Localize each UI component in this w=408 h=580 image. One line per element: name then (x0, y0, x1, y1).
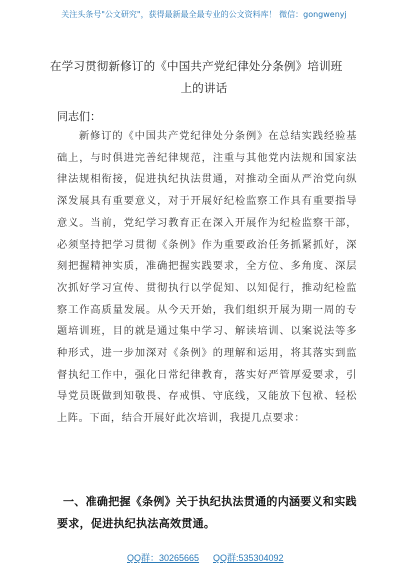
footer-qq-group-2[interactable]: QQ群:535304092 (213, 553, 284, 563)
footer-qq-group-1[interactable]: QQ群：30265665 (127, 553, 200, 563)
body-paragraph: 新修订的《中国共产党纪律处分条例》在总结实践经验基础上，与时俱进完善纪律规范，注重与其他党内法规和国家法律法规相衔接，促进执纪执法贯通，对推动全面从严治党向纵深发展具有重要意义，对于开展好纪检监察工作具有重要指导意义。当前，党纪学习教育正在深入开展作为纪检监察干部，必须坚持把学习贯彻《条例》作为重要政治任务抓紧抓好，深刻把握精神实质，准确把握实践要求，全方位、多角度、深层次抓好学习宣传、贯彻执行以学促知、以知促行，推动纪检监察工作高质量发展。从今天开始，我们组织开展为期一周的专题培训班，目的就是通过集中学习、解读培训、以案说法等多种形式，进一步加深对《条例》的理解和运用，将其落实到监督执纪工作中，强化日常纪律教育，落实好严管厚爱要求，引导党员既做到知敬畏、存戒惧、守底线，又能放下包袱、轻松上阵。下面，结合开展好此次培训，我提几点要求： (57, 131, 357, 425)
section-heading-1: 一、准确把握《条例》关于执纪执法贯通的内涵要义和实践要求，促进执纪执法高效贯通。 (57, 495, 357, 530)
salutation: 同志们： (57, 110, 101, 123)
document-title-line-2: 上的讲话 (180, 81, 228, 95)
document-title-line-1: 在学习贯彻新修订的《中国共产党纪律处分条例》培训班 (50, 59, 343, 73)
header-banner: 关注头条号"公文研究"，获得最新最全最专业的公文资料库！ 微信：gongwenyj (61, 10, 347, 19)
